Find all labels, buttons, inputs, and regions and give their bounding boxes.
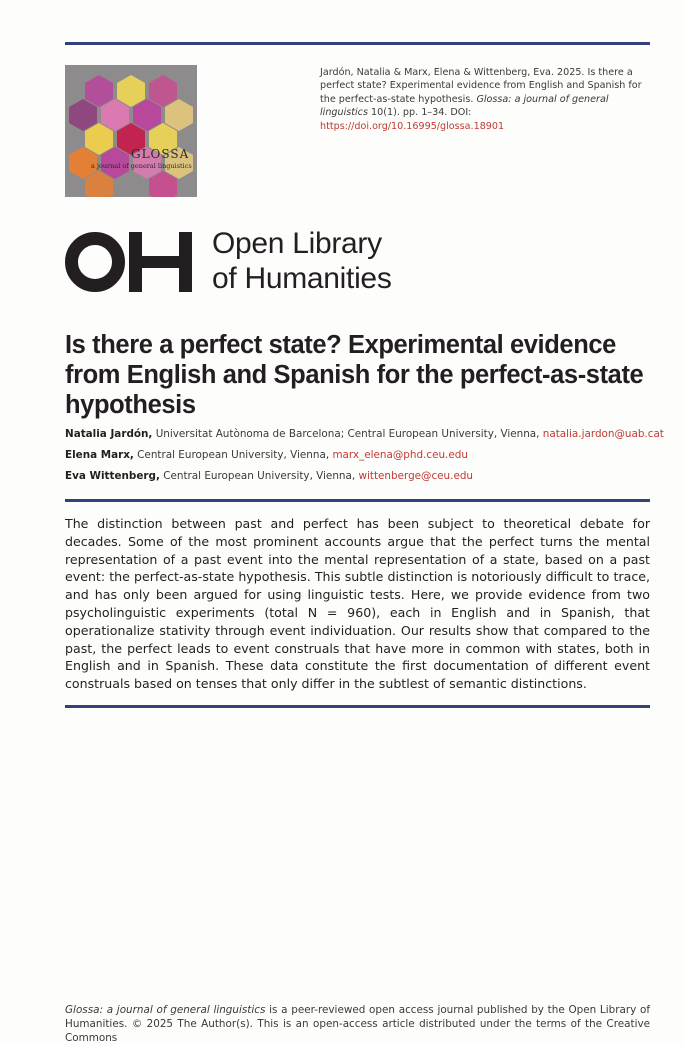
abstract: The distinction between past and perfect has been subject to theoretical debate for decades. Some of the most prominent accounts argue that the perfect turns the mental representation of a past event into the mental representation of a state, based on a past event: the perfect-as-state hypothesis. This subtle distinction is notoriously difficult to trace, and has only been argued for using linguistic tests. Here, we provide evidence from two psycholinguistic experiments (total N = 960), each in English and in Spanish, that operationalize stativity through event individuation. Our results show that compared to the past, the perfect leads to event construals that have more in common with states, both in English and in Spanish. These data constitute the first documentation of different event construals based on tenses that only differ in the subtlest of semantic distinctions. — [65, 516, 650, 692]
citation-details: 10(1). pp. 1–34. DOI: — [371, 107, 472, 119]
author-line — [65, 449, 468, 461]
cover-hexagon-pattern — [65, 65, 197, 197]
abstract-bottom-rule — [65, 705, 650, 708]
publisher-line-1: Open Library — [212, 227, 382, 260]
author-email-link[interactable]: marx_elena@phd.ceu.edu — [332, 449, 468, 461]
author-name: Natalia Jardón, — [65, 428, 153, 440]
cover-title: GLOSSA — [131, 147, 190, 161]
footer-text-1: is a peer-reviewed open access journal published by the Open Library of — [269, 1004, 650, 1016]
journal-cover — [65, 65, 197, 197]
footer-license — [65, 1003, 650, 1045]
article-title: Is there a perfect state? Experimental evidence from English and Spanish for the perfect-as-state hypothesis — [65, 331, 644, 419]
cover-subtitle: a journal of general linguistics — [91, 162, 192, 170]
citation-journal: Glossa: a journal of general linguistics — [320, 93, 609, 119]
author-line — [65, 428, 664, 440]
author-email-link[interactable]: wittenberge@ceu.edu — [358, 470, 474, 482]
citation-doi-link[interactable]: https://doi.org/10.16995/glossa.18901 — [320, 120, 505, 132]
author-line — [65, 470, 473, 482]
footer-text-2: Humanities. © 2025 The Author(s). This is an open-access article distributed under the terms of the Creative Commons — [65, 1018, 650, 1044]
open-library-logo-icon — [65, 232, 197, 292]
author-affiliation: Universitat Autònoma de Barcelona; Central European University, Vienna, — [155, 428, 540, 440]
citation-prefix: Jardón, Natalia & Marx, Elena & Wittenberg, Eva. 2025. Is there a perfect state? Experimental evidence from English and Spanish for the perfect-as-state hypothesis. — [320, 67, 642, 105]
author-affiliation: Central European University, Vienna, — [163, 470, 356, 482]
author-name: Elena Marx, — [65, 449, 134, 461]
author-name: Eva Wittenberg, — [65, 470, 160, 482]
top-rule — [65, 42, 650, 45]
abstract-top-rule — [65, 499, 650, 502]
publisher-line-2: of Humanities — [212, 262, 392, 295]
citation — [320, 66, 652, 133]
footer-journal: Glossa: a journal of general linguistics — [65, 1004, 266, 1016]
publisher-name — [212, 226, 392, 296]
author-affiliation: Central European University, Vienna, — [137, 449, 330, 461]
author-email-link[interactable]: natalia.jardon@uab.cat — [542, 428, 664, 440]
